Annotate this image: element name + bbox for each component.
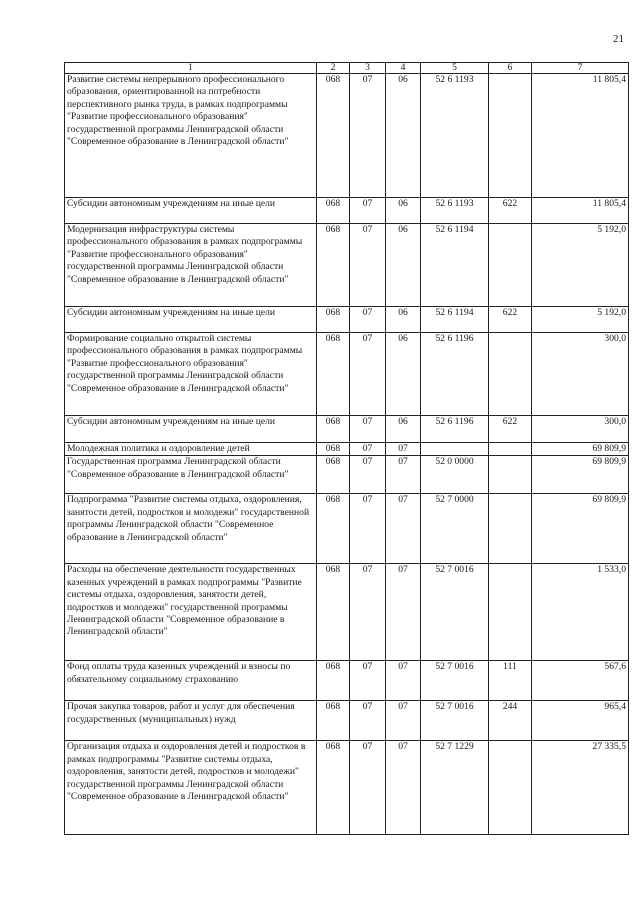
row-amount: 69 809,9 <box>532 494 629 564</box>
row-code: 068 <box>317 333 350 416</box>
row-subsection: 07 <box>386 661 421 701</box>
table-row <box>65 661 629 701</box>
row-type <box>489 564 532 661</box>
column-header: 7 <box>532 63 629 74</box>
row-subsection: 06 <box>386 74 421 198</box>
row-type: 622 <box>489 198 532 224</box>
row-name: Субсидии автономным учреждениям на иные цели <box>65 416 317 443</box>
row-subsection: 07 <box>386 443 421 456</box>
row-amount: 5 192,0 <box>532 224 629 307</box>
row-amount: 300,0 <box>532 333 629 416</box>
table-row <box>65 224 629 307</box>
row-target: 52 7 0016 <box>421 701 489 741</box>
row-target: 52 7 1229 <box>421 741 489 835</box>
page-number: 21 <box>613 33 624 45</box>
row-type <box>489 443 532 456</box>
table-row <box>65 443 629 456</box>
table-row <box>65 198 629 224</box>
row-section: 07 <box>350 416 386 443</box>
table-row <box>65 494 629 564</box>
row-subsection: 06 <box>386 307 421 333</box>
row-code: 068 <box>317 224 350 307</box>
column-header: 2 <box>317 63 350 74</box>
row-section: 07 <box>350 701 386 741</box>
row-subsection: 07 <box>386 701 421 741</box>
row-code: 068 <box>317 661 350 701</box>
row-target: 52 7 0016 <box>421 661 489 701</box>
row-target: 52 6 1193 <box>421 198 489 224</box>
row-amount: 300,0 <box>532 416 629 443</box>
row-amount: 11 805,4 <box>532 198 629 224</box>
row-code: 068 <box>317 494 350 564</box>
row-target: 52 7 0000 <box>421 494 489 564</box>
row-subsection: 06 <box>386 333 421 416</box>
row-type <box>489 74 532 198</box>
budget-table <box>64 62 629 835</box>
row-name: Модернизация инфраструктуры системы профессионального образования в рамках подпрограммы "Развитие профессионального образования" государственной программы Ленинградской области "Современное образование в Ленинградской области" <box>65 224 317 307</box>
row-code: 068 <box>317 701 350 741</box>
row-code: 068 <box>317 564 350 661</box>
column-header: 1 <box>65 63 317 74</box>
table-row <box>65 416 629 443</box>
row-type <box>489 333 532 416</box>
row-name: Расходы на обеспечение деятельности государственных казенных учреждений в рамках подпрограммы "Развитие системы отдыха, оздоровления, занятости детей, подростков и молодежи" государственной программы Ленинградской области "Современное образование в Ленинградской области" <box>65 564 317 661</box>
row-code: 068 <box>317 456 350 494</box>
row-type <box>489 456 532 494</box>
column-header: 3 <box>350 63 386 74</box>
row-amount: 965,4 <box>532 701 629 741</box>
column-header: 6 <box>489 63 532 74</box>
row-amount: 69 809,9 <box>532 443 629 456</box>
table-row <box>65 307 629 333</box>
header-row <box>65 63 629 74</box>
row-code: 068 <box>317 443 350 456</box>
row-subsection: 07 <box>386 564 421 661</box>
row-section: 07 <box>350 443 386 456</box>
row-amount: 1 533,0 <box>532 564 629 661</box>
row-section: 07 <box>350 456 386 494</box>
row-target: 52 0 0000 <box>421 456 489 494</box>
row-section: 07 <box>350 224 386 307</box>
row-code: 068 <box>317 307 350 333</box>
row-section: 07 <box>350 74 386 198</box>
row-section: 07 <box>350 741 386 835</box>
row-name: Фонд оплаты труда казенных учреждений и взносы по обязательному социальному страхованию <box>65 661 317 701</box>
row-target: 52 6 1196 <box>421 333 489 416</box>
row-code: 068 <box>317 741 350 835</box>
table-row <box>65 741 629 835</box>
table-row <box>65 564 629 661</box>
row-name: Молодежная политика и оздоровление детей <box>65 443 317 456</box>
row-section: 07 <box>350 494 386 564</box>
row-amount: 27 335,5 <box>532 741 629 835</box>
row-subsection: 06 <box>386 416 421 443</box>
row-type <box>489 494 532 564</box>
row-amount: 567,6 <box>532 661 629 701</box>
row-name: Прочая закупка товаров, работ и услуг для обеспечения государственных (муниципальных) нужд <box>65 701 317 741</box>
row-type <box>489 224 532 307</box>
row-target <box>421 443 489 456</box>
row-type: 111 <box>489 661 532 701</box>
table-row <box>65 74 629 198</box>
table-row <box>65 701 629 741</box>
row-type: 622 <box>489 416 532 443</box>
row-section: 07 <box>350 198 386 224</box>
row-name: Субсидии автономным учреждениям на иные цели <box>65 198 317 224</box>
row-type: 244 <box>489 701 532 741</box>
row-name: Подпрограмма "Развитие системы отдыха, оздоровления, занятости детей, подростков и молодежи" государственной программы Ленинградской области "Современное образование в Ленинградской области" <box>65 494 317 564</box>
row-name: Государственная программа Ленинградской области "Современное образование в Ленинградской области" <box>65 456 317 494</box>
row-code: 068 <box>317 74 350 198</box>
row-amount: 69 809,9 <box>532 456 629 494</box>
row-target: 52 6 1194 <box>421 307 489 333</box>
row-type <box>489 741 532 835</box>
row-section: 07 <box>350 564 386 661</box>
table-row <box>65 456 629 494</box>
row-type: 622 <box>489 307 532 333</box>
row-subsection: 06 <box>386 198 421 224</box>
row-subsection: 07 <box>386 456 421 494</box>
row-target: 52 6 1194 <box>421 224 489 307</box>
column-header: 5 <box>421 63 489 74</box>
row-name: Развитие системы непрерывного профессионального образования, ориентированной на потребности перспективного рынка труда, в рамках подпрограммы "Развитие профессионального образования" государственной программы Ленинградской области "Современное образование в Ленинградской области" <box>65 74 317 198</box>
table-row <box>65 333 629 416</box>
row-name: Формирование социально открытой системы профессионального образования в рамках подпрограммы "Развитие профессионального образования" государственной программы Ленинградской области "Современное образование в Ленинградской области" <box>65 333 317 416</box>
row-subsection: 06 <box>386 224 421 307</box>
row-target: 52 7 0016 <box>421 564 489 661</box>
row-target: 52 6 1193 <box>421 74 489 198</box>
row-amount: 11 805,4 <box>532 74 629 198</box>
row-target: 52 6 1196 <box>421 416 489 443</box>
row-name: Субсидии автономным учреждениям на иные цели <box>65 307 317 333</box>
row-subsection: 07 <box>386 494 421 564</box>
row-subsection: 07 <box>386 741 421 835</box>
row-section: 07 <box>350 661 386 701</box>
row-section: 07 <box>350 307 386 333</box>
row-section: 07 <box>350 333 386 416</box>
column-header: 4 <box>386 63 421 74</box>
row-code: 068 <box>317 198 350 224</box>
row-code: 068 <box>317 416 350 443</box>
row-name: Организация отдыха и оздоровления детей и подростков в рамках подпрограммы "Развитие системы отдыха, оздоровления, занятости детей, подростков и молодежи" государственной программы Ленинградской области "Современное образование в Ленинградской области" <box>65 741 317 835</box>
row-amount: 5 192,0 <box>532 307 629 333</box>
